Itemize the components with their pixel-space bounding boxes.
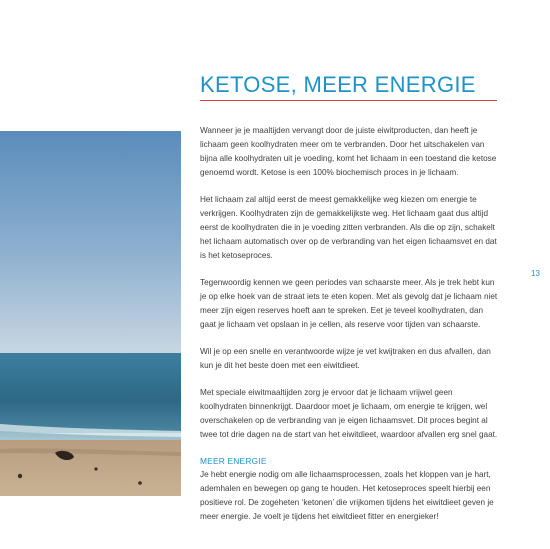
article-paragraph: Het lichaam zal altijd eerst de meest gemakkelijke weg kiezen om energie te verkrijgen. Koolhydraten zijn de gemakkelijkste weg. Het lichaam gaat dus altijd eerst de koolhydraten die in je voeding zitten verbranden. Als die op zijn, schakelt het lichaam automatisch over op de verbranding van het eigen lichaamsvet en dat is het ketoseproces. [200,195,497,260]
article-paragraph: Wanneer je je maaltijden vervangt door de juiste eiwitproducten, dan heeft je lichaam geen koolhydraten meer om te verbranden. Door het uitschakelen van bijna alle koolhydraten uit je voeding, komt het lichaam in een toestand die ketose genoemd wordt. Ketose is een 100% biochemisch proces in je lichaam. [200,126,497,177]
beach-photo [0,131,181,496]
article-body [200,124,500,537]
article-paragraph: Met speciale eiwitmaaltijden zorg je ervoor dat je lichaam vrijwel geen koolhydraten binnenkrijgt. Daardoor moet je lichaam, om energie te krijgen, wel overschakelen op de verbranding van je eigen lichaamsvet. Dit proces begint al twee tot drie dagen na de start van het eiwitdieet, waardoor afvallen erg snel gaat. [200,388,498,439]
section-subheading: MEER ENERGIE [200,456,267,466]
article-paragraph: Tegenwoordig kennen we geen periodes van schaarste meer. Als je trek hebt kun je op elke hoek van de straat iets te eten kopen. Met als gevolg dat je lichaam niet meer zijn eigen reserves hoeft aan te spreken. Eet je teveel koolhydraten, dan gaat je lichaam vet opslaan in je cellen, als reserve voor tijden van schaarste. [200,278,498,329]
page-title: KETOSE, MEER ENERGIE [200,72,476,97]
closing-paragraph: Je hebt energie nodig om alle lichaamsprocessen, zoals het kloppen van je hart, ademhalen en bewegen op gang te houden. Het ketoseproces speelt hierbij een positieve rol. De zogeheten ‘ketonen’ die vrijkomen tijdens het eiwitdieet geven je meer energie. Je voelt je tijdens het eiwitdieet fitter en energieker! [200,470,494,521]
article-paragraph: Wil je op een snelle en verantwoorde wijze je vet kwijtraken en dus afvallen, dan kun je dit het beste doen met een eiwitdieet. [200,347,491,370]
title-divider [200,100,497,101]
page-number: 13 [531,269,540,278]
